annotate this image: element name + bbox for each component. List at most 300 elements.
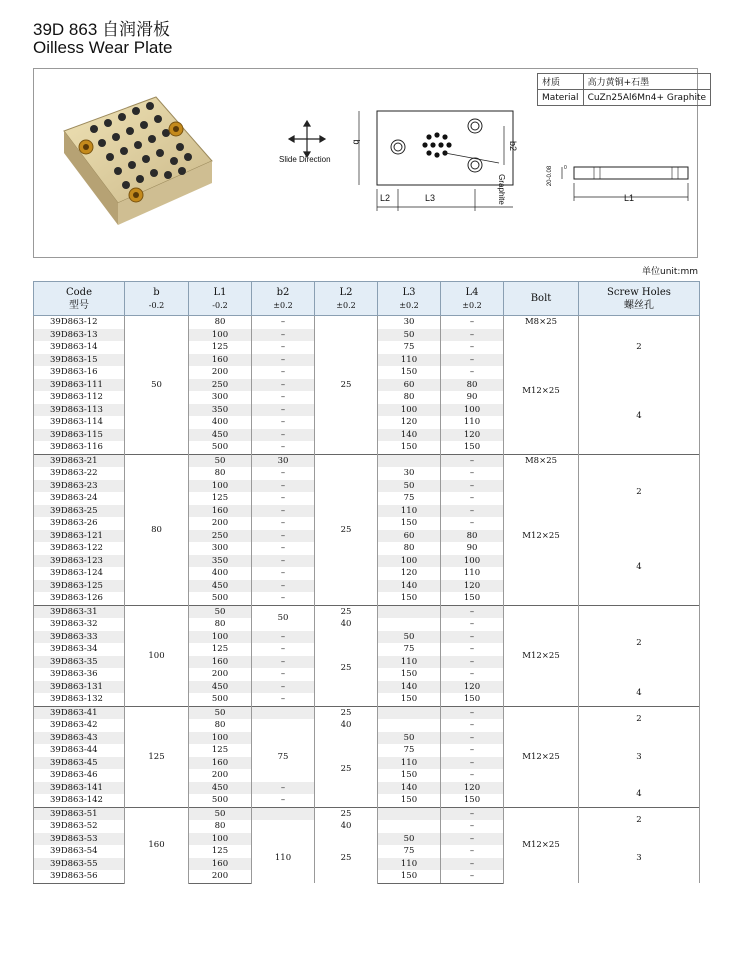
cell-l4: –	[441, 870, 504, 883]
cell-l4: –	[441, 719, 504, 732]
cell-code: 39D863-34	[34, 643, 125, 656]
cell-l4: –	[441, 341, 504, 354]
cell-l2: 25	[315, 833, 378, 884]
cell-l3: 150	[378, 693, 441, 706]
cell-l4: 80	[441, 530, 504, 543]
cell-l1: 125	[189, 341, 252, 354]
cell-bolt: M12×25	[504, 706, 579, 807]
cell-l3	[378, 605, 441, 618]
cell-l1: 80	[189, 719, 252, 732]
cell-b2	[252, 807, 315, 820]
cell-code: 39D863-36	[34, 668, 125, 681]
cell-l1: 125	[189, 744, 252, 757]
header-l2-label: L2	[339, 286, 353, 298]
cell-l4: 90	[441, 542, 504, 555]
material-label-cn: 材质	[538, 74, 584, 90]
cell-l3: 100	[378, 404, 441, 417]
cell-l2: 40	[315, 719, 378, 732]
cell-l3: 100	[378, 555, 441, 568]
header-l3	[378, 282, 441, 316]
cell-b2: –	[252, 429, 315, 442]
cell-b2: –	[252, 341, 315, 354]
header-l1	[189, 282, 252, 316]
cell-l2: 25	[315, 454, 378, 605]
cell-l3: 80	[378, 391, 441, 404]
cell-code: 39D863-51	[34, 807, 125, 820]
cell-l3	[378, 807, 441, 820]
cell-code: 39D863-55	[34, 858, 125, 871]
cell-code: 39D863-114	[34, 416, 125, 429]
cell-code: 39D863-113	[34, 404, 125, 417]
cell-l3: 50	[378, 631, 441, 644]
cell-l3: 30	[378, 467, 441, 480]
cell-screw-holes: 2	[579, 807, 700, 833]
table-row	[34, 807, 700, 820]
cell-code: 39D863-24	[34, 492, 125, 505]
cell-code: 39D863-45	[34, 757, 125, 770]
cell-code: 39D863-132	[34, 693, 125, 706]
cell-l1: 80	[189, 467, 252, 480]
cell-b2: –	[252, 366, 315, 379]
cell-l2: 25	[315, 706, 378, 719]
cell-l4: –	[441, 757, 504, 770]
header-l2	[315, 282, 378, 316]
cell-l1: 500	[189, 693, 252, 706]
header-l4	[441, 282, 504, 316]
dim-l2-label: L2	[380, 193, 391, 203]
cell-l3: 110	[378, 354, 441, 367]
cell-l3: 50	[378, 732, 441, 745]
cell-b2: –	[252, 379, 315, 392]
cell-l2: 25	[315, 807, 378, 820]
cell-l3: 150	[378, 668, 441, 681]
table-row	[34, 454, 700, 467]
cell-code: 39D863-13	[34, 329, 125, 342]
cell-screw-holes: 2	[579, 454, 700, 530]
cell-l3	[378, 719, 441, 732]
cell-l1: 160	[189, 656, 252, 669]
cell-b2	[252, 820, 315, 833]
cell-l4: 120	[441, 429, 504, 442]
cell-l4: 120	[441, 782, 504, 795]
cell-code: 39D863-52	[34, 820, 125, 833]
header-b-sub: -0.2	[148, 300, 165, 310]
cell-code: 39D863-112	[34, 391, 125, 404]
dim-b2-label: b2	[508, 140, 519, 152]
cell-b2	[252, 706, 315, 719]
cell-l4: –	[441, 845, 504, 858]
header-holes	[579, 282, 700, 316]
cell-l1: 500	[189, 592, 252, 605]
cell-l4: –	[441, 329, 504, 342]
cell-b2: –	[252, 530, 315, 543]
header-b2	[252, 282, 315, 316]
cell-l1: 300	[189, 391, 252, 404]
cell-l4: –	[441, 454, 504, 467]
cell-l4: –	[441, 492, 504, 505]
cell-l4: –	[441, 744, 504, 757]
cell-l3: 140	[378, 429, 441, 442]
cell-l3: 80	[378, 542, 441, 555]
cell-l1: 450	[189, 429, 252, 442]
cell-code: 39D863-12	[34, 316, 125, 329]
cell-l3: 150	[378, 517, 441, 530]
cell-l3: 110	[378, 757, 441, 770]
table-row	[34, 316, 700, 329]
cell-l3: 75	[378, 744, 441, 757]
cell-b2: –	[252, 505, 315, 518]
slide-direction-label: Slide Direction	[279, 155, 331, 164]
cell-l3: 140	[378, 681, 441, 694]
cell-l1: 250	[189, 530, 252, 543]
cell-l1: 50	[189, 605, 252, 618]
header-holes-label: Screw Holes	[607, 286, 671, 298]
cell-l3: 120	[378, 416, 441, 429]
cell-l1: 100	[189, 480, 252, 493]
cell-l4: 110	[441, 416, 504, 429]
header-l1-label: L1	[213, 286, 227, 298]
cell-code: 39D863-26	[34, 517, 125, 530]
cell-b2: –	[252, 592, 315, 605]
cell-l4: –	[441, 706, 504, 719]
cell-l4: –	[441, 643, 504, 656]
cell-l1: 100	[189, 833, 252, 846]
cell-code: 39D863-141	[34, 782, 125, 795]
cell-code: 39D863-33	[34, 631, 125, 644]
slide-direction-icon	[287, 119, 327, 159]
cell-l4: 150	[441, 592, 504, 605]
material-value-en: CuZn25Al6Mn4+ Graphite	[583, 90, 710, 106]
cell-code: 39D863-123	[34, 555, 125, 568]
cell-b2: –	[252, 681, 315, 694]
cell-l4: –	[441, 668, 504, 681]
cell-code: 39D863-23	[34, 480, 125, 493]
cell-code: 39D863-125	[34, 580, 125, 593]
cell-bolt: M8×25	[504, 454, 579, 467]
cell-code: 39D863-56	[34, 870, 125, 883]
cell-code: 39D863-111	[34, 379, 125, 392]
cell-l4: –	[441, 517, 504, 530]
cell-bolt: M8×25	[504, 316, 579, 329]
cell-l2: 25	[315, 732, 378, 808]
cell-code: 39D863-53	[34, 833, 125, 846]
cell-l3: 140	[378, 782, 441, 795]
cell-screw-holes: 4	[579, 782, 700, 808]
cell-l3: 150	[378, 870, 441, 883]
cell-l4: 120	[441, 580, 504, 593]
cell-screw-holes: 3	[579, 732, 700, 782]
cell-b2: –	[252, 668, 315, 681]
cell-l1: 100	[189, 732, 252, 745]
cell-code: 39D863-131	[34, 681, 125, 694]
header-code-sub: 型号	[69, 299, 89, 311]
cell-l3: 150	[378, 441, 441, 454]
cell-code: 39D863-16	[34, 366, 125, 379]
cell-l3: 60	[378, 379, 441, 392]
cell-l3: 75	[378, 845, 441, 858]
cell-code: 39D863-44	[34, 744, 125, 757]
cell-l4: 150	[441, 441, 504, 454]
cell-b2: –	[252, 643, 315, 656]
cell-b2	[252, 719, 315, 732]
header-b-label: b	[153, 286, 160, 298]
cell-code: 39D863-31	[34, 605, 125, 618]
cell-b2: –	[252, 794, 315, 807]
cell-l4: 80	[441, 379, 504, 392]
cell-l1: 80	[189, 316, 252, 329]
cell-l3: 150	[378, 366, 441, 379]
dim-l1-label: L1	[624, 193, 635, 203]
cell-b2: –	[252, 404, 315, 417]
cell-screw-holes: 2	[579, 706, 700, 732]
cell-l1: 160	[189, 757, 252, 770]
cell-b2: –	[252, 467, 315, 480]
cell-l4: 90	[441, 391, 504, 404]
cell-l3: 110	[378, 656, 441, 669]
cell-l4: 110	[441, 567, 504, 580]
cell-b2: –	[252, 329, 315, 342]
table-row	[34, 605, 700, 618]
cell-b2: –	[252, 416, 315, 429]
cell-b2: 30	[252, 454, 315, 467]
cell-l1: 80	[189, 820, 252, 833]
cell-l4: 150	[441, 693, 504, 706]
cell-l4: –	[441, 858, 504, 871]
header-code-label: Code	[66, 286, 92, 298]
cell-b2: –	[252, 480, 315, 493]
dim-b-label: b	[351, 139, 362, 145]
cell-l3: 110	[378, 858, 441, 871]
cell-code: 39D863-41	[34, 706, 125, 719]
cell-l3	[378, 454, 441, 467]
cell-bolt: M12×25	[504, 605, 579, 706]
cell-l1: 160	[189, 354, 252, 367]
cell-l3: 50	[378, 329, 441, 342]
cell-l1: 125	[189, 845, 252, 858]
table-header-row	[34, 282, 700, 316]
cell-code: 39D863-42	[34, 719, 125, 732]
cell-bolt: M12×25	[504, 467, 579, 605]
cell-l4: –	[441, 732, 504, 745]
cell-b2: –	[252, 580, 315, 593]
cell-screw-holes: 2	[579, 605, 700, 681]
cell-l1: 100	[189, 631, 252, 644]
cell-l4: 120	[441, 681, 504, 694]
header-l3-label: L3	[402, 286, 416, 298]
cell-l2: 25	[315, 316, 378, 455]
cell-screw-holes: 4	[579, 530, 700, 606]
material-value-cn: 高力黄铜+石墨	[583, 74, 710, 90]
cell-l3: 110	[378, 505, 441, 518]
cell-l2: 25	[315, 605, 378, 618]
cell-l1: 500	[189, 441, 252, 454]
cell-l2: 40	[315, 618, 378, 631]
cell-l3: 120	[378, 567, 441, 580]
cell-l2: 25	[315, 631, 378, 707]
cell-code: 39D863-32	[34, 618, 125, 631]
page-title-en: Oilless Wear Plate	[33, 38, 173, 57]
cell-l4: –	[441, 366, 504, 379]
cell-b2: 110	[252, 833, 315, 884]
header-l4-label: L4	[465, 286, 479, 298]
cell-b2: 50	[252, 605, 315, 631]
cell-l1: 160	[189, 505, 252, 518]
header-b2-sub: ±0.2	[273, 300, 293, 310]
cell-code: 39D863-46	[34, 769, 125, 782]
cell-screw-holes: 4	[579, 379, 700, 455]
cell-code: 39D863-122	[34, 542, 125, 555]
cell-l1: 200	[189, 769, 252, 782]
table-row	[34, 706, 700, 719]
cell-b2: –	[252, 492, 315, 505]
thickness-unit-label: 0	[564, 165, 567, 171]
cell-screw-holes: 2	[579, 316, 700, 379]
cell-l1: 200	[189, 366, 252, 379]
cell-l1: 400	[189, 416, 252, 429]
cell-l3: 150	[378, 794, 441, 807]
unit-note: 单位unit:mm	[641, 267, 698, 277]
cell-l1: 200	[189, 668, 252, 681]
cell-l1: 300	[189, 542, 252, 555]
cell-l1: 50	[189, 706, 252, 719]
cell-code: 39D863-142	[34, 794, 125, 807]
cell-l3	[378, 706, 441, 719]
material-label-en: Material	[538, 90, 584, 106]
header-bolt-label: Bolt	[530, 293, 552, 304]
header-l1-sub: -0.2	[212, 300, 228, 310]
cell-l1: 350	[189, 555, 252, 568]
cell-l3: 75	[378, 492, 441, 505]
spec-table	[33, 281, 700, 884]
cell-l4: –	[441, 631, 504, 644]
cell-l4: 100	[441, 404, 504, 417]
cell-l3: 50	[378, 480, 441, 493]
cell-l3: 60	[378, 530, 441, 543]
cell-b2: 75	[252, 732, 315, 782]
cell-l4: –	[441, 833, 504, 846]
page-title-cn: 39D 863 自润滑板	[33, 20, 170, 39]
cell-l4: –	[441, 656, 504, 669]
cell-code: 39D863-126	[34, 592, 125, 605]
cell-screw-holes: 4	[579, 681, 700, 707]
cell-code: 39D863-54	[34, 845, 125, 858]
cell-l4: –	[441, 605, 504, 618]
cell-l3: 140	[378, 580, 441, 593]
cell-l1: 50	[189, 454, 252, 467]
cell-code: 39D863-22	[34, 467, 125, 480]
cell-l4: –	[441, 316, 504, 329]
cell-b: 50	[125, 316, 189, 455]
header-holes-sub: 螺丝孔	[624, 299, 654, 311]
cell-code: 39D863-35	[34, 656, 125, 669]
cell-l1: 400	[189, 567, 252, 580]
cell-l1: 500	[189, 794, 252, 807]
header-bolt	[504, 282, 579, 316]
cell-l4: 100	[441, 555, 504, 568]
cell-b2: –	[252, 693, 315, 706]
cell-l3	[378, 618, 441, 631]
cell-l1: 200	[189, 517, 252, 530]
product-diagram-panel	[33, 68, 707, 258]
cell-l4: –	[441, 618, 504, 631]
cell-b: 160	[125, 807, 189, 883]
cell-l3: 150	[378, 592, 441, 605]
cell-bolt: M12×25	[504, 329, 579, 455]
cell-code: 39D863-116	[34, 441, 125, 454]
cell-b2: –	[252, 391, 315, 404]
cell-screw-holes: 3	[579, 833, 700, 884]
header-b	[125, 282, 189, 316]
cell-b2: –	[252, 354, 315, 367]
cell-code: 39D863-43	[34, 732, 125, 745]
cell-l4: –	[441, 480, 504, 493]
cell-bolt: M12×25	[504, 807, 579, 883]
cell-l1: 450	[189, 580, 252, 593]
cell-b2: –	[252, 567, 315, 580]
header-code	[34, 282, 125, 316]
product-photo	[56, 91, 216, 231]
header-l3-sub: ±0.2	[399, 300, 419, 310]
graphite-label: Graphite	[496, 174, 506, 205]
cell-code: 39D863-14	[34, 341, 125, 354]
table-body	[34, 316, 700, 884]
cell-b: 80	[125, 454, 189, 605]
header-l4-sub: ±0.2	[462, 300, 482, 310]
cell-l1: 125	[189, 492, 252, 505]
cell-l1: 80	[189, 618, 252, 631]
cell-l1: 450	[189, 782, 252, 795]
cell-code: 39D863-124	[34, 567, 125, 580]
cell-b2: –	[252, 517, 315, 530]
cell-l4: –	[441, 769, 504, 782]
cell-b2: –	[252, 316, 315, 329]
cell-l3	[378, 820, 441, 833]
cell-l1: 100	[189, 329, 252, 342]
cell-code: 39D863-21	[34, 454, 125, 467]
header-b2-label: b2	[276, 286, 290, 298]
cell-b2: –	[252, 441, 315, 454]
cell-b2: –	[252, 656, 315, 669]
cell-b: 125	[125, 706, 189, 807]
cell-b2: –	[252, 782, 315, 795]
cell-b2: –	[252, 542, 315, 555]
cell-l3: 75	[378, 341, 441, 354]
cell-l4: –	[441, 505, 504, 518]
cell-b: 100	[125, 605, 189, 706]
cell-l1: 50	[189, 807, 252, 820]
cell-l4: 150	[441, 794, 504, 807]
header-l2-sub: ±0.2	[336, 300, 356, 310]
cell-code: 39D863-121	[34, 530, 125, 543]
cell-b2: –	[252, 555, 315, 568]
cell-l1: 160	[189, 858, 252, 871]
cell-l3: 75	[378, 643, 441, 656]
cell-l4: –	[441, 467, 504, 480]
cell-l1: 250	[189, 379, 252, 392]
dim-l3-label: L3	[425, 193, 436, 203]
cell-l4: –	[441, 354, 504, 367]
cell-code: 39D863-25	[34, 505, 125, 518]
cell-l1: 450	[189, 681, 252, 694]
cell-l1: 200	[189, 870, 252, 883]
cell-l3: 30	[378, 316, 441, 329]
cell-l2: 40	[315, 820, 378, 833]
cell-l4: –	[441, 820, 504, 833]
material-table	[537, 73, 711, 106]
cell-b2: –	[252, 631, 315, 644]
cell-l1: 350	[189, 404, 252, 417]
cell-l4: –	[441, 807, 504, 820]
